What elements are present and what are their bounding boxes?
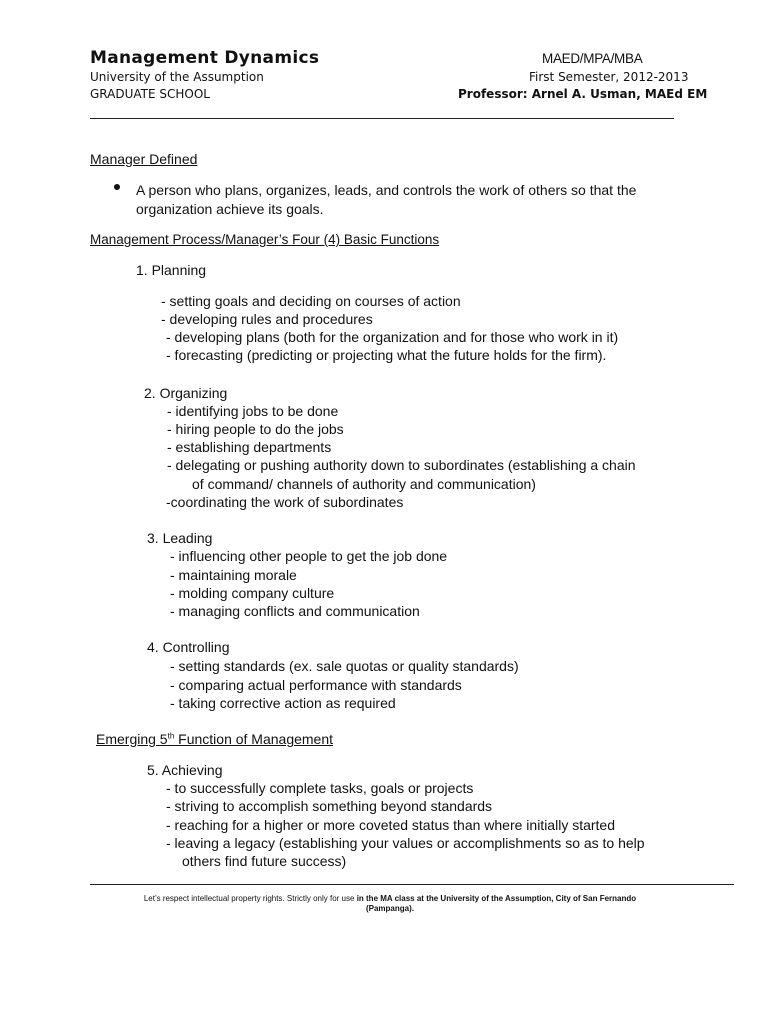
organizing-item: - identifying jobs to be done — [167, 403, 339, 419]
footer-notice-part1: Let’s respect intellectual property rights. Strictly only for use — [143, 894, 357, 903]
course-title: Management Dynamics — [90, 48, 320, 68]
organizing-item: - delegating or pushing authority down to subordinates (establishing a chain — [167, 457, 636, 473]
achieving-item: others find future success) — [182, 853, 347, 869]
footer-notice-line2: (Pampanga). — [365, 904, 414, 913]
university-name: University of the Assumption — [90, 70, 264, 84]
footer-notice — [90, 894, 690, 914]
achieving-title: 5. Achieving — [147, 762, 223, 778]
controlling-title: 4. Controlling — [147, 639, 230, 655]
emerging-heading-post: Function of Management — [174, 731, 334, 747]
programs-label: MAED/MPA/MBA — [542, 51, 643, 66]
controlling-item: - setting standards (ex. sale quotas or quality standards) — [170, 658, 519, 674]
emerging-heading — [96, 730, 333, 748]
achieving-item: - leaving a legacy (establishing your values or accomplishments so as to help — [166, 835, 645, 851]
planning-item: - forecasting (predicting or projecting what the future holds for the firm). — [166, 347, 607, 363]
organizing-title: 2. Organizing — [144, 385, 228, 401]
professor-label: Professor: Arnel A. Usman, MAEd EM — [458, 87, 708, 101]
footer-notice-part2: in the MA class at the University of the Assumption, City of San Fernando — [356, 894, 637, 903]
bullet-icon — [114, 184, 120, 190]
leading-title: 3. Leading — [147, 530, 213, 546]
organizing-item: - establishing departments — [167, 439, 332, 455]
organizing-item: of command/ channels of authority and communication) — [192, 476, 536, 492]
leading-item: - maintaining morale — [170, 567, 297, 583]
controlling-item: - taking corrective action as required — [170, 695, 396, 711]
achieving-item: - striving to accomplish something beyond standards — [166, 798, 493, 814]
emerging-heading-sup: th — [167, 731, 175, 741]
leading-item: - managing conflicts and communication — [170, 603, 420, 619]
planning-item: - developing plans (both for the organization and for those who work in it) — [166, 329, 619, 345]
achieving-item: - to successfully complete tasks, goals or projects — [166, 780, 474, 796]
school-name: GRADUATE SCHOOL — [90, 87, 210, 101]
process-heading: Management Process/Manager’s Four (4) Basic Functions — [90, 232, 440, 247]
leading-item: - molding company culture — [170, 585, 335, 601]
definition-line-2: organization achieve its goals. — [136, 201, 324, 217]
controlling-item: - comparing actual performance with standards — [170, 677, 462, 693]
emerging-heading-pre: Emerging 5 — [96, 731, 168, 747]
organizing-item: -coordinating the work of subordinates — [166, 494, 404, 510]
planning-title: 1. Planning — [136, 262, 207, 278]
footer-divider — [90, 884, 734, 885]
semester-label: First Semester, 2012-2013 — [529, 70, 689, 84]
header-divider — [90, 118, 674, 119]
definition-line-1: A person who plans, organizes, leads, and controls the work of others so that the — [136, 182, 637, 198]
manager-defined-heading: Manager Defined — [90, 151, 198, 167]
planning-item: - setting goals and deciding on courses of action — [161, 293, 461, 309]
planning-item: - developing rules and procedures — [161, 311, 373, 327]
achieving-item: - reaching for a higher or more coveted status than where initially started — [166, 817, 616, 833]
leading-item: - influencing other people to get the job done — [170, 548, 448, 564]
organizing-item: - hiring people to do the jobs — [167, 421, 344, 437]
